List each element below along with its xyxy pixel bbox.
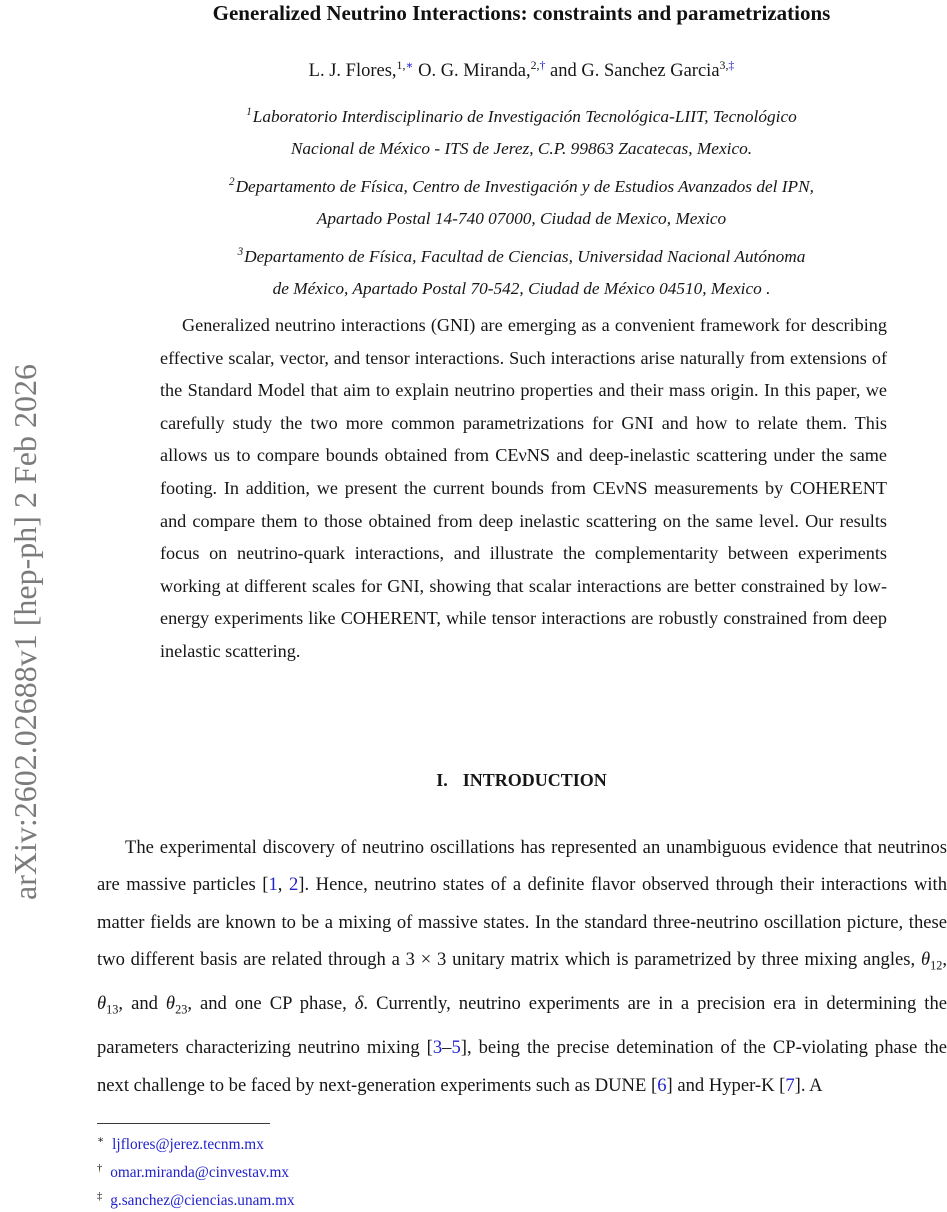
text-run: , [942,949,947,971]
footnote [97,1157,946,1185]
footnote [97,1185,946,1212]
text-run: δ [354,993,364,1015]
author-footnote-link[interactable]: † [539,58,546,72]
affiliation-line: Nacional de México - ITS de Jerez, C.P. 99863 Zacatecas, Mexico. [290,139,753,159]
affiliation-line: $^2$Departamento de Física, Centro de Investigación y de Estudios Avanzados del IPN, [229,175,814,196]
text-run: and G. Sanchez Garcia [545,61,720,82]
text-run: The experimental discovery of neutrino oscillations has represented an unambiguous evidence that neutrinos are massive particles [ [97,837,947,896]
affiliation-number: 3 [237,245,244,258]
paper-title: Generalized Neutrino Interactions: constraints and parametrizations [212,1,831,25]
footnote-marker: ‡ [97,1190,103,1202]
citation-link[interactable]: 6 [657,1074,667,1096]
section-number: I. [436,770,448,790]
citation-link[interactable]: 7 [785,1074,795,1096]
text-run: θ [165,993,176,1015]
text-run: ] and Hyper-K [ [666,1074,786,1096]
footnote-marker: ∗ [97,1135,105,1146]
text-run: 23 [175,1003,188,1018]
citation-link[interactable]: 3 [432,1037,443,1059]
text-run: 3, [719,58,729,72]
text-run: , and [118,993,166,1015]
citation-link[interactable]: 5 [451,1037,461,1059]
author-footnote-link[interactable]: ∗ [405,58,414,72]
affiliation-line: $^3$Departamento de Física, Facultad de Ciencias, Universidad Nacional Autónoma [237,245,806,266]
intro-paragraph [97,829,947,1104]
text-run: 12 [930,958,943,973]
affiliation-number: 1 [246,106,252,118]
author-footnote-link[interactable]: ‡ [728,58,735,72]
citation-link[interactable]: 1 [268,874,278,896]
footnote-marker: † [97,1162,103,1174]
affiliation-number: 2 [229,175,235,188]
footnote-rule [97,1123,270,1124]
affiliations [97,96,946,305]
text-run: 13 [106,1003,119,1018]
footnote-email-link[interactable]: omar.miranda@cinvestav.mx [110,1163,290,1181]
footnote-email-link[interactable]: ljflores@jerez.tecnm.mx [112,1136,264,1154]
text-run: 2, [530,58,540,72]
affiliation [97,96,946,166]
text-run: ]. Hence, neutrino states of a definite flavor observed through their interactions with matter fields are known to be a mixing of massive states. In the standard three-neutrino oscillation picture, these two different basis are related through a 3 × 3 unitary matrix which is parametrized by three mixing angles, [97,874,947,971]
affiliation-line: Apartado Postal 14-740 07000, Ciudad de Mexico, Mexico [316,209,727,229]
footnote-email-link[interactable]: g.sanchez@ciencias.unam.mx [110,1191,295,1209]
text-run: ], being the precise detemination of the CP-violating phase the next challenge to be faced by next-generation experiments such as DUNE [ [97,1037,947,1096]
authors-line [97,58,946,82]
text-run: . Currently, neutrino experiments are in a precision era in determining the parameters characterizing neutrino mixing [ [97,993,947,1059]
text-run: ]. A [794,1074,823,1096]
affiliation-line: $^1$Laboratorio Interdisciplinario de Investigación Tecnológica-LIIT, Tecnológico [246,106,797,126]
text-run: L. J. Flores, [308,61,397,82]
text-run: 1, [396,58,406,72]
abstract-text: Generalized neutrino interactions (GNI) are emerging as a convenient framework for describing effective scalar, vector, and tensor interactions. Such interactions arise naturally from extensions of the Standard Model that aim to explain neutrino properties and their mass origin. In this paper, we carefully study the two more common parametrizations for GNI and how to relate them. This allows us to compare bounds obtained from CEνNS and deep-inelastic scattering under the same footing. In addition, we present the current bounds from CEνNS measurements by COHERENT and compare them to those obtained from deep inelastic scattering on the same level. Our results focus on neutrino-quark interactions, and illustrate the complementarity between experiments working at different scales for GNI, showing that scalar interactions are better constrained by low-energy experiments like COHERENT, while tensor interactions are robustly constrained from deep inelastic scattering. [160,315,887,661]
citation-link[interactable]: 2 [288,874,299,896]
affiliation [97,236,946,306]
section-heading [97,770,946,791]
text-run: , and one CP phase, [187,993,355,1015]
footnote [97,1129,946,1157]
text-run: O. G. Miranda, [413,61,531,82]
affiliation [97,166,946,236]
text-run: , [277,874,289,896]
text-run: θ [97,993,107,1015]
arxiv-identifier: arXiv:2602.02688v1 [hep-ph] 2 Feb 2026 [7,364,43,900]
section-title: INTRODUCTION [462,770,607,790]
affiliation-line: de México, Apartado Postal 70-542, Ciudad de México 04510, Mexico . [272,278,771,298]
text-run: – [442,1037,452,1059]
footnotes [97,1123,946,1212]
text-run: θ [920,949,931,971]
